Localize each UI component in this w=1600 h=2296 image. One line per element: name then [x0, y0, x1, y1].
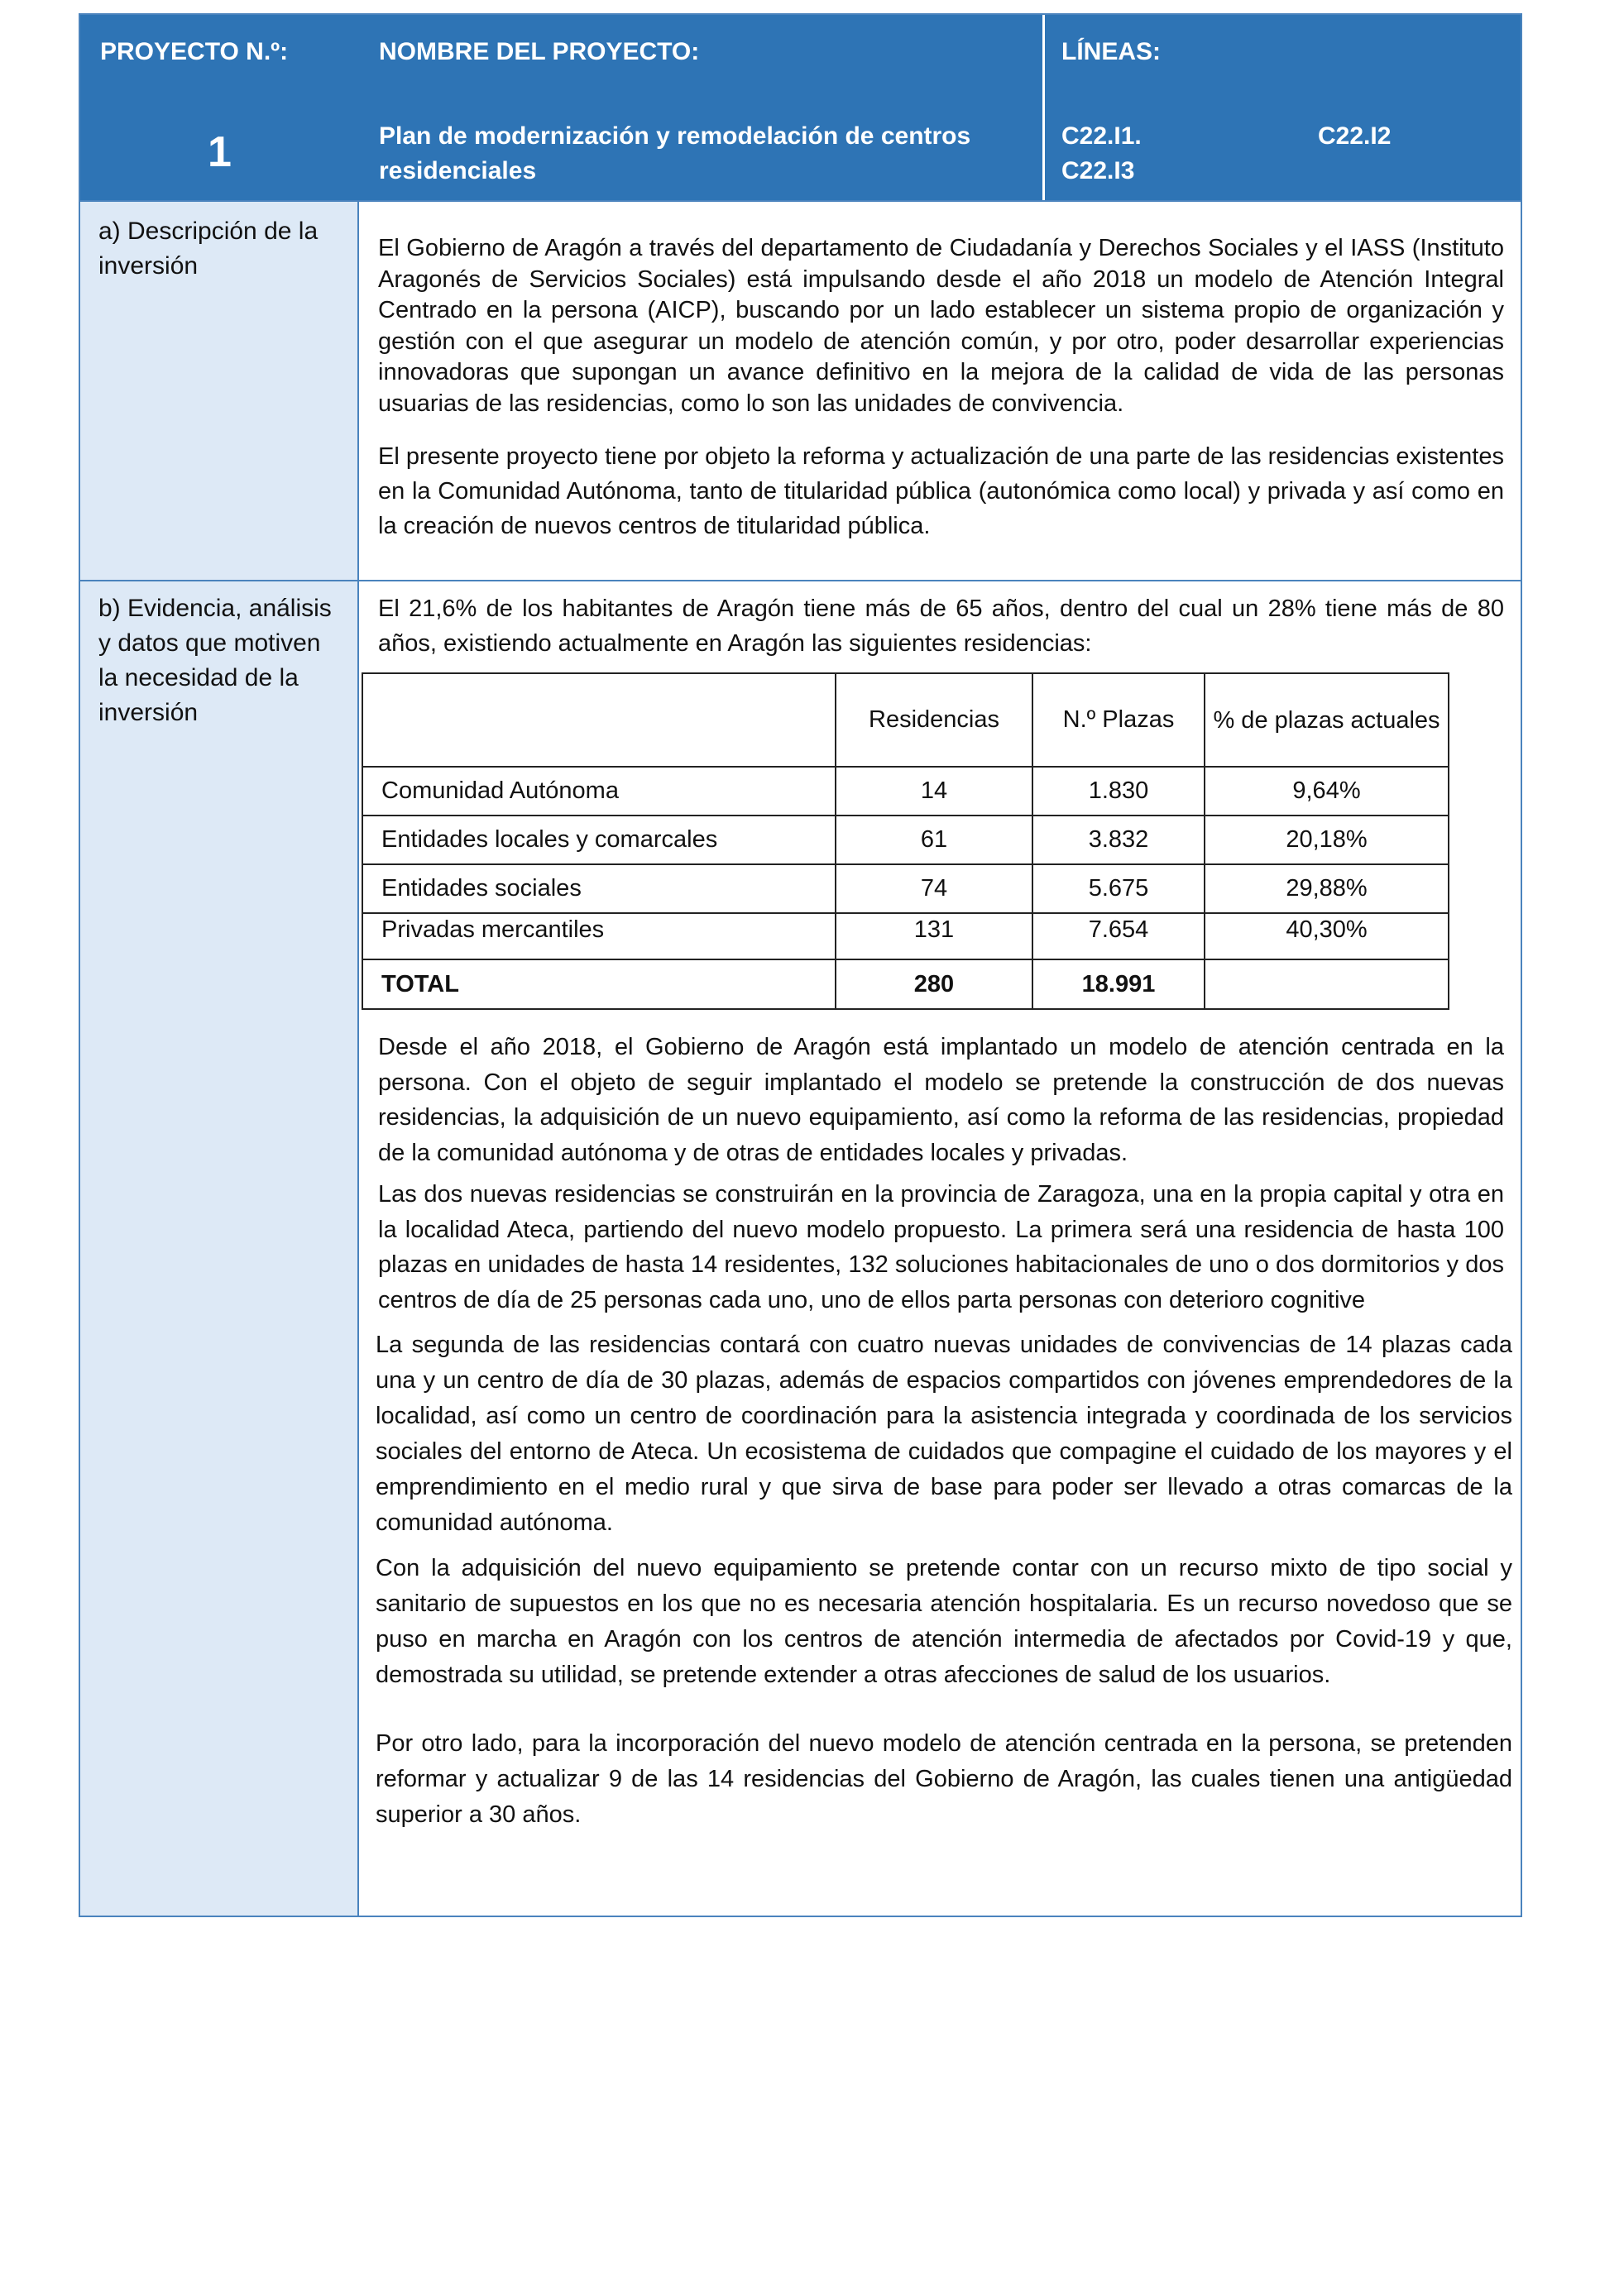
table-total-cell: 280 [836, 959, 1032, 1009]
paragraph: Desde el año 2018, el Gobierno de Aragón está implantado un modelo de atención centrada en la persona. Con el objeto de seguir implantado el modelo se pretende la construcción de dos nuevas residencias, la adquisición de un nuevo equipamiento, así como la reforma de las residencias, propiedad de la comunidad autónoma y de otras de entidades locales y privadas. [378, 1034, 1504, 1166]
table-cell: 40,30% [1205, 913, 1449, 959]
project-name: Plan de modernización y remodelación de centros residenciales [379, 122, 971, 184]
table-cell: Entidades locales y comarcales [362, 816, 836, 864]
paragraph: El presente proyecto tiene por objeto la reforma y actualización de una parte de las residencias existentes en la Comunidad Autónoma, tanto de titularidad pública (autonómica como local) y privada y así como en la creación de nuevos centros de titularidad pública. [378, 443, 1504, 539]
line-code: C22.I1. [1061, 122, 1142, 150]
section-a-content [359, 202, 1521, 580]
table-header-cell: Residencias [836, 673, 1032, 767]
paragraph: Las dos nuevas residencias se construirán en la provincia de Zaragoza, una en la propia capital y otra en la localidad Ateca, partiendo del nuevo modelo propuesto. La primera será una residencia de hasta 100 plazas en unidades de hasta 14 residentes, 132 soluciones habitacionales de uno o dos dormitorios y dos centros de día de 25 personas cada uno, uno de ellos parta personas con deterioro cognitive [378, 1181, 1504, 1313]
table-cell: Privadas mercantiles [362, 913, 836, 959]
project-name-label: NOMBRE DEL PROYECTO: [379, 38, 700, 65]
line-code: C22.I3 [1061, 157, 1135, 184]
project-number-cell [80, 15, 359, 200]
table-cell: Comunidad Autónoma [362, 767, 836, 816]
table-total-cell: TOTAL [362, 959, 836, 1009]
table-cell: Entidades sociales [362, 864, 836, 913]
project-number: 1 [208, 128, 232, 176]
table-cell: 14 [836, 767, 1032, 816]
table-cell: 5.675 [1032, 864, 1205, 913]
line-code: C22.I2 [1318, 122, 1392, 150]
table-cell: 74 [836, 864, 1032, 913]
table-row [362, 767, 1449, 816]
project-number-label: PROYECTO N.º: [100, 38, 289, 65]
table-row [362, 816, 1449, 864]
table-cell: 20,18% [1205, 816, 1449, 864]
table-total-cell: 18.991 [1032, 959, 1205, 1009]
table-total-row [362, 959, 1449, 1009]
table-row [362, 864, 1449, 913]
table-header-cell: N.º Plazas [1032, 673, 1205, 767]
table-cell: 1.830 [1032, 767, 1205, 816]
section-a-label: a) Descripción de la inversión [80, 202, 359, 580]
paragraph: La segunda de las residencias contará con cuatro nuevas unidades de convivencias de 14 plazas cada una y un centro de día de 30 plazas, además de espacios compartidos con jóvenes emprendedores de la localidad, así como un centro de coordinación para la asistencia integrada y coordinada de los servicios sociales del entorno de Ateca. Un ecosistema de cuidados que compagine el cuidado de los mayores y el emprendimiento en el medio rural y que sirva de base para poder ser llevado a otras comarcas de la comunidad autónoma. [376, 1332, 1512, 1536]
project-header [80, 15, 1521, 200]
table-cell: 61 [836, 816, 1032, 864]
project-name-cell [359, 15, 1045, 200]
section-a-row [80, 200, 1521, 580]
table-header-row [362, 673, 1449, 767]
table-cell: 7.654 [1032, 913, 1205, 959]
table-cell: 9,64% [1205, 767, 1449, 816]
table-header-cell [362, 673, 836, 767]
residences-table [362, 672, 1449, 1010]
section-b-label: b) Evidencia, análisis y datos que motiven la necesidad de la inversión [80, 581, 359, 1916]
table-row [362, 913, 1449, 959]
project-sheet [79, 13, 1522, 1917]
paragraph: Con la adquisición del nuevo equipamiento se pretende contar con un recurso mixto de tipo social y sanitario de supuestos en los que no es necesaria atención hospitalaria. Es un recurso novedoso que se puso en marcha en Aragón con los centros de atención intermedia de afectados por Covid-19 y que, demostrada su utilidad, se pretende extender a otras afecciones de salud de los usuarios. [376, 1555, 1512, 1688]
table-total-cell [1205, 959, 1449, 1009]
lines-label: LÍNEAS: [1061, 38, 1161, 65]
table-header-cell: % de plazas actuales [1205, 673, 1449, 767]
table-cell: 131 [836, 913, 1032, 959]
section-b-row [80, 580, 1521, 1916]
section-b-content [359, 581, 1521, 1916]
paragraph: El Gobierno de Aragón a través del departamento de Ciudadanía y Derechos Sociales y el IASS (Instituto Aragonés de Servicios Sociales) está impulsando desde el año 2018 un modelo de Atención Integral Centrado en la persona (AICP), buscando por un lado establecer un sistema propio de organización y gestión con el que asegurar un modelo de atención común, y por otro, poder desarrollar experiencias innovadoras que supongan un avance definitivo en la mejora de la calidad de vida de las personas usuarias de las residencias, como lo son las unidades de convivencia. [378, 235, 1504, 417]
lines-cell [1045, 15, 1521, 200]
table-cell: 3.832 [1032, 816, 1205, 864]
lines-list [1061, 119, 1417, 189]
paragraph: Por otro lado, para la incorporación del nuevo modelo de atención centrada en la persona, se pretenden reformar y actualizar 9 de las 14 residencias del Gobierno de Aragón, las cuales tienen una antigüedad superior a 30 años. [376, 1730, 1512, 1828]
table-cell: 29,88% [1205, 864, 1449, 913]
paragraph: El 21,6% de los habitantes de Aragón tiene más de 65 años, dentro del cual un 28% tiene más de 80 años, existiendo actualmente en Aragón las siguientes residencias: [378, 596, 1504, 657]
